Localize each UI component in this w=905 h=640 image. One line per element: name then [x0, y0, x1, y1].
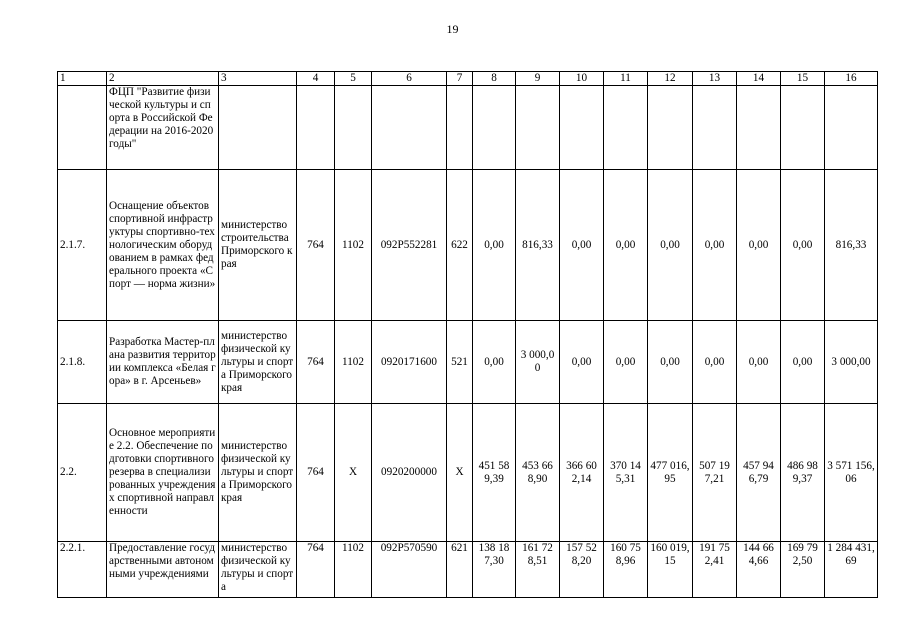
table-cell: 457 946,79	[737, 404, 781, 542]
table-cell: 0,00	[781, 321, 825, 404]
table-cell: 1102	[335, 321, 372, 404]
table-cell	[560, 86, 604, 170]
header-cell: 12	[648, 72, 693, 86]
table-cell: 764	[297, 321, 335, 404]
table-cell: Оснащение объектов спортивной инфраструктуры спортивно-технологическим оборудованием в рамках федерального проекта «Спорт — норма жизни»	[107, 170, 219, 321]
table-cell: 451 589,39	[473, 404, 516, 542]
table-cell: 1102	[335, 542, 372, 598]
header-cell: 7	[447, 72, 473, 86]
table-cell: 622	[447, 170, 473, 321]
table-cell: 169 792,50	[781, 542, 825, 598]
table-row	[58, 542, 878, 598]
table-cell: 144 664,66	[737, 542, 781, 598]
table-cell	[473, 86, 516, 170]
budget-table	[57, 71, 878, 598]
header-cell: 13	[693, 72, 737, 86]
table-row	[58, 86, 878, 170]
table-cell: ФЦП "Развитие физической культуры и спорта в Российской Федерации на 2016-2020 годы"	[107, 86, 219, 170]
table-cell: 0,00	[560, 321, 604, 404]
table-cell: 0,00	[473, 170, 516, 321]
table-cell: 2.1.8.	[58, 321, 107, 404]
header-cell: 14	[737, 72, 781, 86]
table-cell: 486 989,37	[781, 404, 825, 542]
table-cell: 521	[447, 321, 473, 404]
table-cell: 3 000,00	[825, 321, 878, 404]
table-cell: 0,00	[737, 321, 781, 404]
table-cell	[58, 86, 107, 170]
table-cell: 092P552281	[372, 170, 447, 321]
table-cell	[604, 86, 648, 170]
table-cell	[516, 86, 560, 170]
table-cell: министерство строительства Приморского края	[219, 170, 297, 321]
table-cell: 157 528,20	[560, 542, 604, 598]
table-cell: 3 571 156,06	[825, 404, 878, 542]
table-cell: 3 000,00	[516, 321, 560, 404]
table-cell: 2.2.	[58, 404, 107, 542]
table-cell: 764	[297, 404, 335, 542]
table-cell: 366 602,14	[560, 404, 604, 542]
table-cell	[297, 86, 335, 170]
table-cell	[825, 86, 878, 170]
table-cell: 764	[297, 170, 335, 321]
table-row	[58, 170, 878, 321]
header-cell: 4	[297, 72, 335, 86]
header-cell: 6	[372, 72, 447, 86]
table-cell	[335, 86, 372, 170]
table-cell: 191 752,41	[693, 542, 737, 598]
table-cell: X	[447, 404, 473, 542]
table-cell: 1 284 431,69	[825, 542, 878, 598]
header-row	[58, 72, 878, 86]
table-cell: 764	[297, 542, 335, 598]
table-cell: 0,00	[473, 321, 516, 404]
table-cell: 2.2.1.	[58, 542, 107, 598]
table-cell: 0,00	[604, 321, 648, 404]
table-cell: 138 187,30	[473, 542, 516, 598]
table-cell: 161 728,51	[516, 542, 560, 598]
header-cell: 10	[560, 72, 604, 86]
header-cell: 15	[781, 72, 825, 86]
header-cell: 11	[604, 72, 648, 86]
table-cell: 816,33	[825, 170, 878, 321]
table-cell: 2.1.7.	[58, 170, 107, 321]
table-cell	[781, 86, 825, 170]
header-cell: 9	[516, 72, 560, 86]
table-cell: 0,00	[737, 170, 781, 321]
table-cell: 453 668,90	[516, 404, 560, 542]
table-cell: 092P570590	[372, 542, 447, 598]
table-cell: 160 019,15	[648, 542, 693, 598]
table-row	[58, 321, 878, 404]
table-cell: 816,33	[516, 170, 560, 321]
table-cell: X	[335, 404, 372, 542]
table-cell: 160 758,96	[604, 542, 648, 598]
table-cell: Разработка Мастер-плана развития территории комплекса «Белая гора» в г. Арсеньев»	[107, 321, 219, 404]
table-cell: 0,00	[648, 321, 693, 404]
table-cell: 0920200000	[372, 404, 447, 542]
table-cell: 621	[447, 542, 473, 598]
table-cell: 0,00	[648, 170, 693, 321]
table-row	[58, 404, 878, 542]
table-cell: 0920171600	[372, 321, 447, 404]
table-cell: министерство физической культуры и спорта	[219, 542, 297, 598]
table-cell	[372, 86, 447, 170]
header-cell: 8	[473, 72, 516, 86]
table-cell: 0,00	[604, 170, 648, 321]
table-cell: 0,00	[693, 170, 737, 321]
table-cell: 1102	[335, 170, 372, 321]
table-cell	[648, 86, 693, 170]
header-cell: 1	[58, 72, 107, 86]
header-cell: 5	[335, 72, 372, 86]
table-cell: 507 197,21	[693, 404, 737, 542]
table-cell: министерство физической культуры и спорта Приморского края	[219, 404, 297, 542]
table-cell: 477 016,95	[648, 404, 693, 542]
table-cell: 370 145,31	[604, 404, 648, 542]
table-cell: Основное мероприятие 2.2. Обеспечение подготовки спортивного резерва в специализированных учреждениях спортивной направленности	[107, 404, 219, 542]
header-cell: 16	[825, 72, 878, 86]
header-cell: 3	[219, 72, 297, 86]
table-cell: министерство физической культуры и спорта Приморского края	[219, 321, 297, 404]
table-cell: Предоставление государственными автономными учреждениями	[107, 542, 219, 598]
header-cell: 2	[107, 72, 219, 86]
table-cell: 0,00	[781, 170, 825, 321]
table-cell	[737, 86, 781, 170]
table-cell	[693, 86, 737, 170]
table-cell	[219, 86, 297, 170]
page-number: 19	[446, 22, 459, 36]
table-cell	[447, 86, 473, 170]
table-cell: 0,00	[693, 321, 737, 404]
table-cell: 0,00	[560, 170, 604, 321]
